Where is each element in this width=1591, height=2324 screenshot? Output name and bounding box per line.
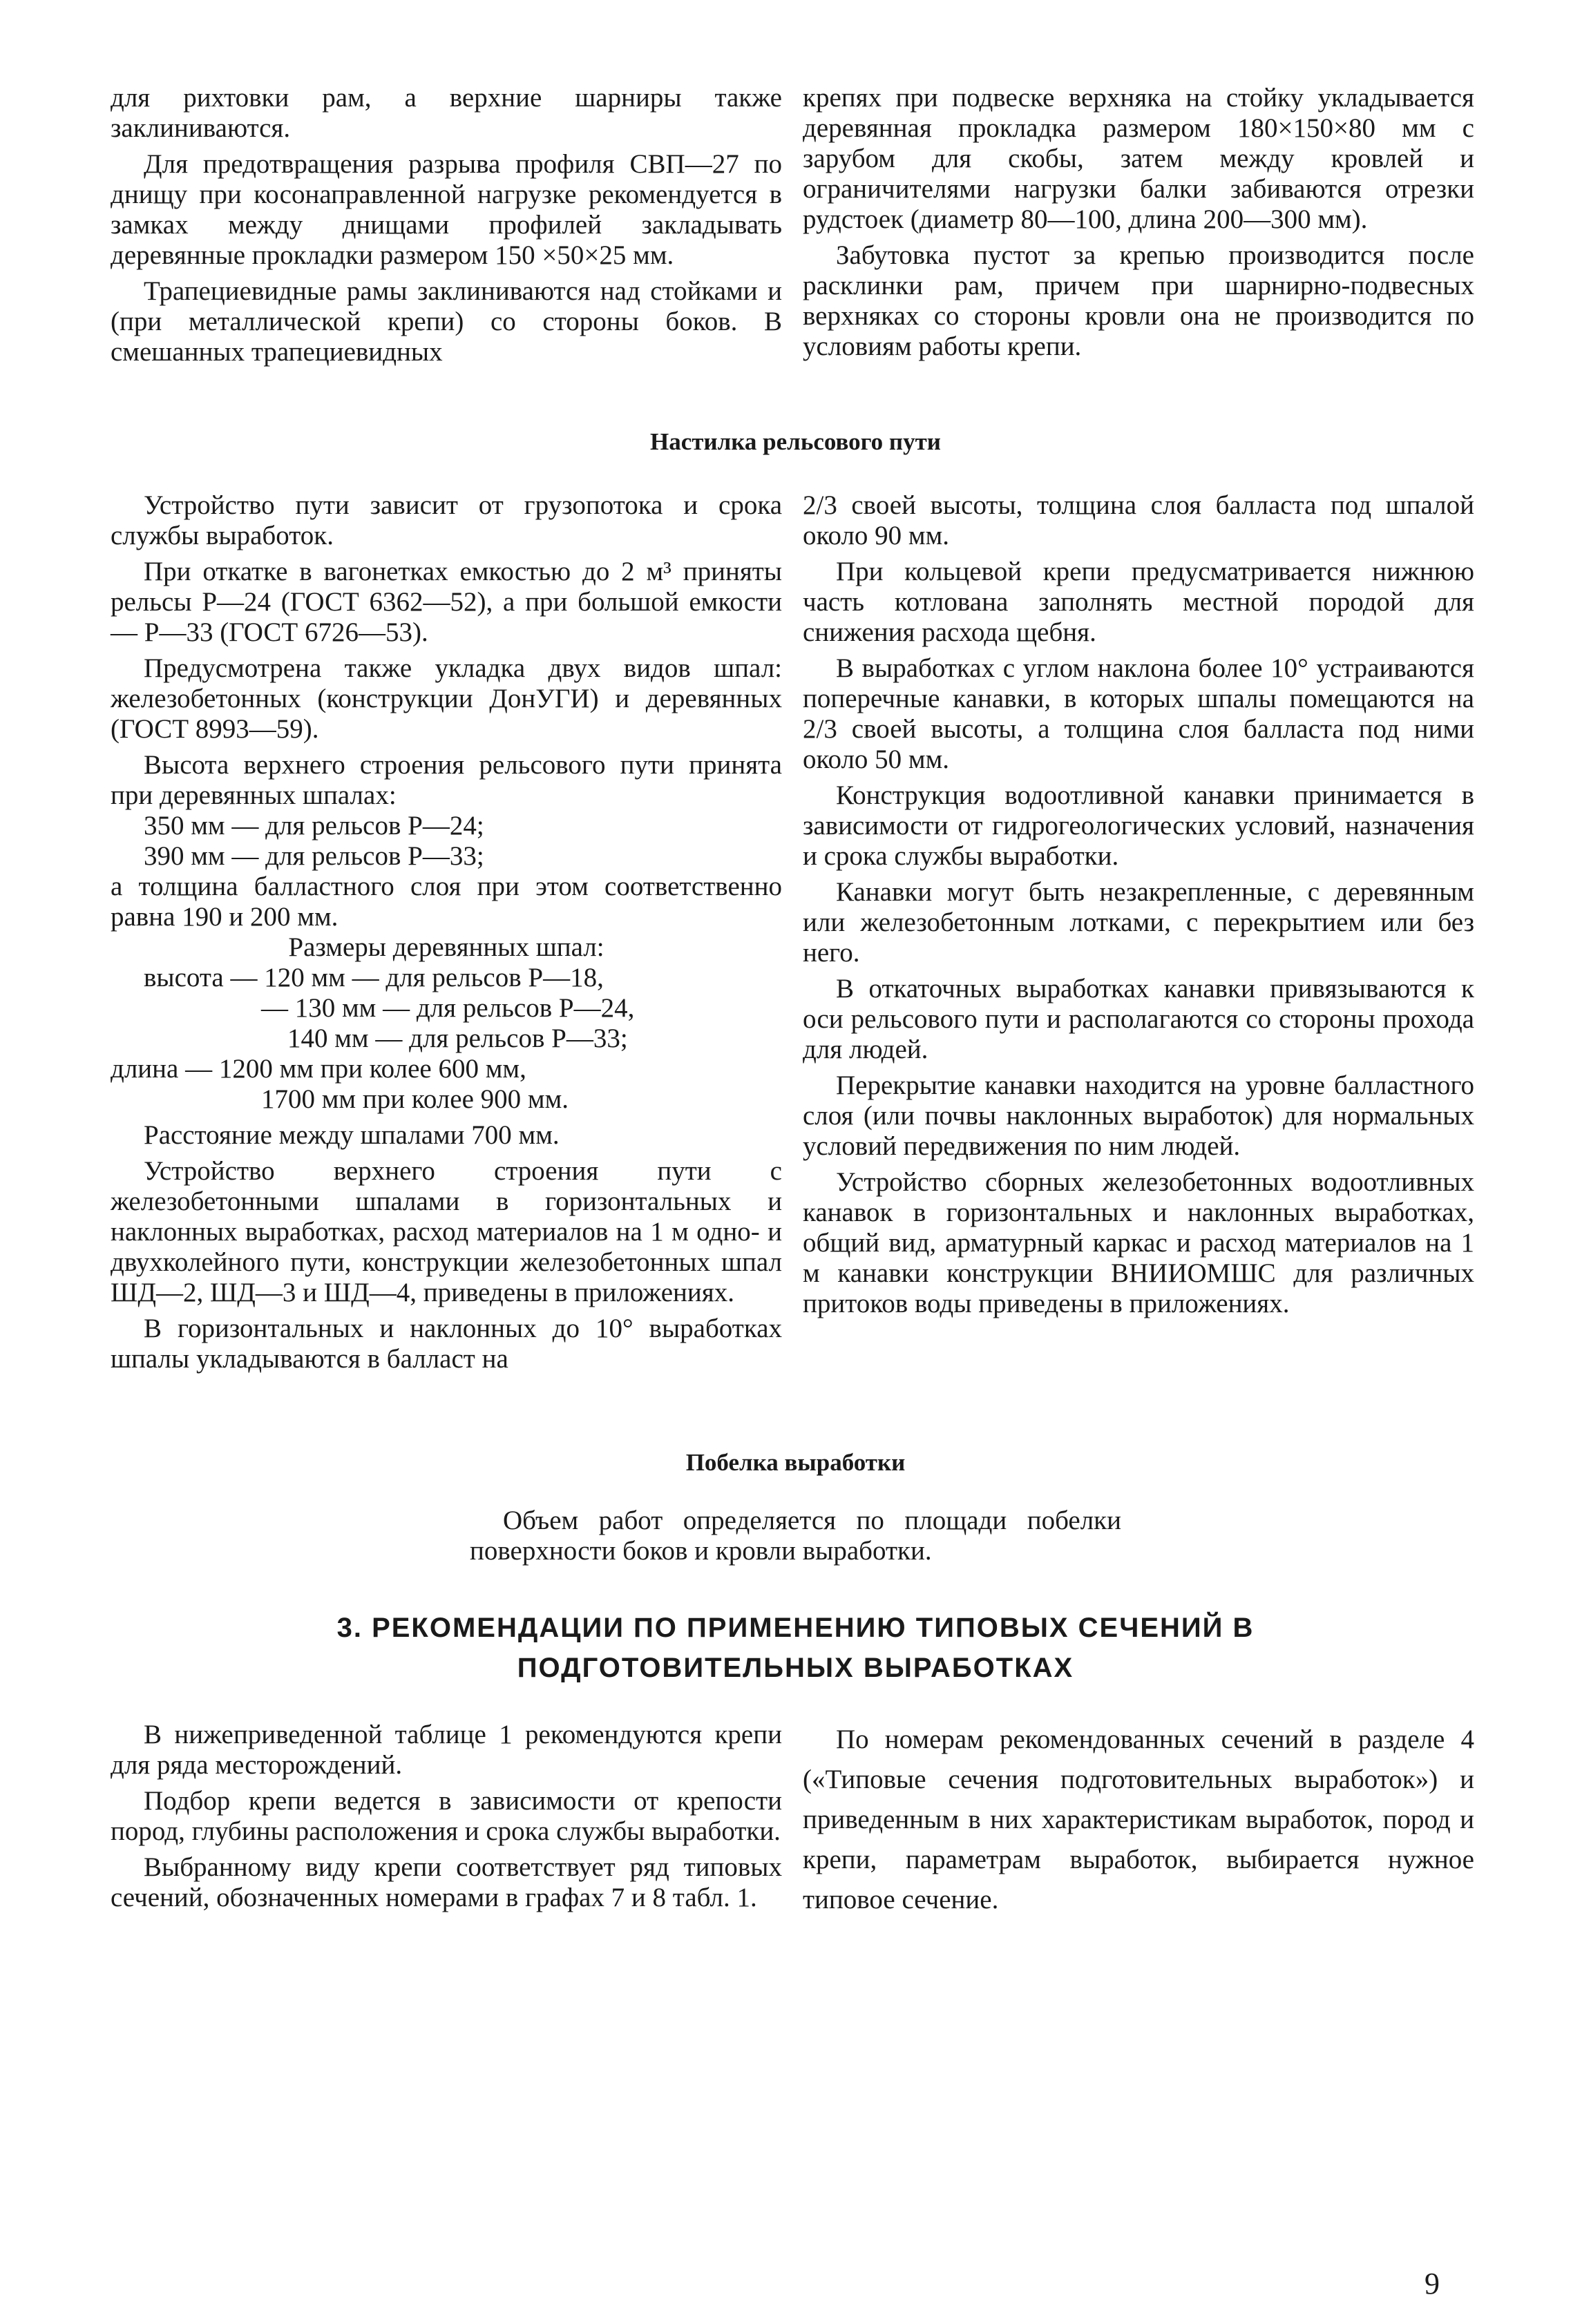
chapter-right-column bbox=[803, 1720, 1474, 1920]
track-left-column bbox=[111, 490, 782, 1374]
paragraph: В выработках с углом наклона более 10° устраиваются поперечные канавки, в которых шпалы помещаются на 2/3 своей высоты, а толщина слоя балласта под ними около 50 мм. bbox=[803, 653, 1474, 774]
dimension-item: высота — 120 мм — для рельсов Р—18, bbox=[144, 963, 604, 992]
paragraph: По номерам рекомендованных сечений в разделе 4 («Типовые сечения подготовительных выработок») и приведенным в них характеристикам выработок, пород и крепи, параметрам выработок, выбирается нужное типовое сечение. bbox=[803, 1725, 1474, 1914]
paragraph: Канавки могут быть незакрепленные, с деревянным или железобетонным лотками, с перекрытием или без него. bbox=[803, 877, 1474, 968]
section-heading-whitewash: Побелка выработки bbox=[685, 1449, 906, 1476]
track-right-column bbox=[803, 490, 1474, 1319]
paragraph: для рихтовки рам, а верхние шарниры также заклиниваются. bbox=[111, 83, 782, 143]
dimension-item: длина — 1200 мм при колее 600 мм, bbox=[111, 1054, 526, 1084]
page-number: 9 bbox=[1425, 2267, 1440, 2301]
paragraph: Трапециевидные рамы заклиниваются над стойками и (при металлической крепи) со стороны боков. В смешанных трапециевидных bbox=[111, 276, 782, 367]
chapter-title bbox=[159, 1608, 1432, 1688]
chapter-title-line: ПОДГОТОВИТЕЛЬНЫХ ВЫРАБОТКАХ bbox=[517, 1653, 1074, 1683]
dimension-item: 140 мм — для рельсов Р—33; bbox=[287, 1024, 628, 1053]
whitewash-text bbox=[470, 1506, 1121, 1566]
height-item: 390 мм — для рельсов Р—33; bbox=[144, 841, 484, 871]
paragraph: крепях при подвеске верхняка на стойку укладывается деревянная прокладка размером 180×150×80 мм с зарубом для скобы, затем между кровлей и ограничителями нагрузки балки забиваются отрезки рудстоек (диаметр 80—100, длина 200—300 мм). bbox=[803, 83, 1474, 234]
paragraph: Предусмотрена также укладка двух видов шпал: железобетонных (конструкции ДонУГИ) и деревянных (ГОСТ 8993—59). bbox=[111, 653, 782, 744]
dimensions-title: Размеры деревянных шпал: bbox=[288, 932, 604, 962]
dimension-item: 1700 мм при колее 900 мм. bbox=[261, 1084, 569, 1114]
paragraph: Высота верхнего строения рельсового пути принята при деревянных шпалах: bbox=[111, 750, 782, 810]
top-right-column bbox=[803, 83, 1474, 362]
paragraph: Устройство пути зависит от грузопотока и срока службы выработок. bbox=[111, 490, 782, 550]
paragraph: При откатке в вагонетках емкостью до 2 м³ приняты рельсы Р—24 (ГОСТ 6362—52), а при большой емкости — Р—33 (ГОСТ 6726—53). bbox=[111, 557, 782, 647]
paragraph: Подбор крепи ведется в зависимости от крепости пород, глубины расположения и срока службы выработки. bbox=[111, 1786, 782, 1846]
paragraph: Перекрытие канавки находится на уровне балластного слоя (или почвы наклонных выработок) для нормальных условий передвижения по ним людей. bbox=[803, 1070, 1474, 1161]
paragraph: Расстояние между шпалами 700 мм. bbox=[144, 1120, 560, 1150]
top-left-column bbox=[111, 83, 782, 367]
section-heading-track: Настилка рельсового пути bbox=[650, 428, 941, 455]
paragraph: Устройство верхнего строения пути с железобетонными шпалами в горизонтальных и наклонных выработках, расход материалов на 1 м одно- и двухколейного пути, конструкции железобетонных шпал ШД—2, ШД—3 и ШД—4, приведены в приложениях. bbox=[111, 1156, 782, 1307]
paragraph: а толщина балластного слоя при этом соответственно равна 190 и 200 мм. bbox=[111, 872, 782, 932]
paragraph: Устройство сборных железобетонных водоотливных канавок в горизонтальных и наклонных выработках, общий вид, арматурный каркас и расход материалов на 1 м канавки конструкции ВНИИОМШС для различных притоков воды приведены в приложениях. bbox=[803, 1167, 1474, 1318]
paragraph: В нижеприведенной таблице 1 рекомендуются крепи для ряда месторождений. bbox=[111, 1720, 782, 1780]
paragraph: Для предотвращения разрыва профиля СВП—27 по днищу при косонаправленной нагрузке рекомендуется в замках между днищами профилей закладывать деревянные прокладки размером 150 ×50×25 мм. bbox=[111, 149, 782, 270]
paragraph: При кольцевой крепи предусматривается нижнюю часть котлована заполнять местной породой для снижения расхода щебня. bbox=[803, 557, 1474, 647]
paragraph: Выбранному виду крепи соответствует ряд типовых сечений, обозначенных номерами в графах 7 и 8 табл. 1. bbox=[111, 1852, 782, 1912]
paragraph: Конструкция водоотливной канавки принимается в зависимости от гидрогеологических условий, назначения и срока службы выработки. bbox=[803, 780, 1474, 871]
height-item: 350 мм — для рельсов Р—24; bbox=[144, 811, 484, 841]
paragraph: Объем работ определяется по площади побелки поверхности боков и кровли выработки. bbox=[470, 1506, 1121, 1566]
chapter-title-line: 3. РЕКОМЕНДАЦИИ ПО ПРИМЕНЕНИЮ ТИПОВЫХ СЕЧЕНИЙ В bbox=[336, 1613, 1255, 1643]
paragraph: 2/3 своей высоты, толщина слоя балласта под шпалой около 90 мм. bbox=[803, 490, 1474, 550]
paragraph: Забутовка пустот за крепью производится после расклинки рам, причем при шарнирно-подвесных верхняках со стороны кровли она не производится по условиям работы крепи. bbox=[803, 240, 1474, 361]
chapter-left-column bbox=[111, 1720, 782, 1913]
dimension-item: — 130 мм — для рельсов Р—24, bbox=[261, 993, 635, 1023]
paragraph: В горизонтальных и наклонных до 10° выработках шпалы укладываются в балласт на bbox=[111, 1314, 782, 1374]
paragraph: В откаточных выработках канавки привязываются к оси рельсового пути и располагаются со стороны прохода для людей. bbox=[803, 974, 1474, 1064]
